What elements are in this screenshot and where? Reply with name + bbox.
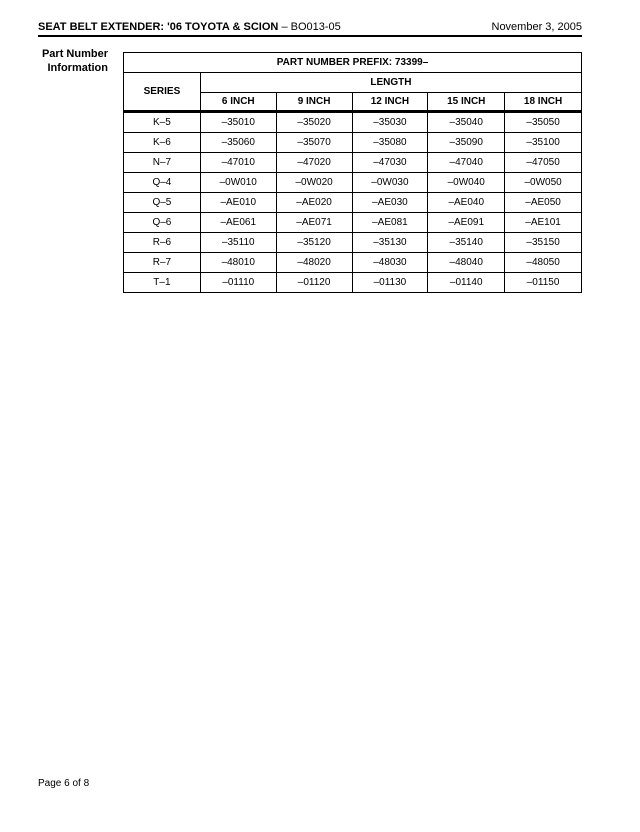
length-column-header: 18 INCH	[505, 93, 582, 112]
part-number-cell: –47050	[505, 153, 582, 173]
part-number-cell: –AE030	[352, 193, 428, 213]
part-number-cell: –01120	[276, 273, 352, 293]
part-number-cell: –35120	[276, 233, 352, 253]
series-cell: T–1	[124, 273, 201, 293]
header-title	[38, 20, 341, 34]
length-column-header: 6 INCH	[200, 93, 276, 112]
part-number-cell: –01110	[200, 273, 276, 293]
length-column-header: 12 INCH	[352, 93, 428, 112]
table-row	[124, 153, 582, 173]
prefix-header: PART NUMBER PREFIX: 73399–	[124, 53, 582, 73]
length-header: LENGTH	[200, 73, 581, 93]
part-number-cell: –35070	[276, 133, 352, 153]
part-number-cell: –35150	[505, 233, 582, 253]
part-number-cell: –0W030	[352, 173, 428, 193]
series-cell: K–5	[124, 112, 201, 133]
section-label-line1: Part Number	[41, 48, 108, 60]
part-number-cell: –47020	[276, 153, 352, 173]
part-number-cell: –AE050	[505, 193, 582, 213]
part-number-cell: –35080	[352, 133, 428, 153]
part-number-cell: –47030	[352, 153, 428, 173]
part-number-cell: –35060	[200, 133, 276, 153]
part-number-cell: –AE071	[276, 213, 352, 233]
part-number-cell: –35040	[428, 112, 505, 133]
page-footer: Page 6 of 8	[38, 778, 90, 789]
part-number-cell: –35050	[505, 112, 582, 133]
part-number-cell: –01140	[428, 273, 505, 293]
part-number-cell: –48010	[200, 253, 276, 273]
part-number-cell: –0W020	[276, 173, 352, 193]
header-separator: –	[281, 21, 288, 33]
part-number-cell: –AE040	[428, 193, 505, 213]
header-date: November 3, 2005	[491, 21, 582, 33]
part-number-cell: –35100	[505, 133, 582, 153]
part-number-cell: –0W050	[505, 173, 582, 193]
series-header: SERIES	[124, 73, 201, 112]
series-cell: R–6	[124, 233, 201, 253]
part-number-cell: –0W040	[428, 173, 505, 193]
part-number-cell: –AE020	[276, 193, 352, 213]
table-row	[124, 233, 582, 253]
part-number-cell: –AE091	[428, 213, 505, 233]
section-label-line2: Information	[47, 62, 108, 74]
part-number-cell: –35140	[428, 233, 505, 253]
table-row	[124, 112, 582, 133]
part-number-cell: –35130	[352, 233, 428, 253]
part-number-cell: –35030	[352, 112, 428, 133]
table-row	[124, 133, 582, 153]
length-column-header: 9 INCH	[276, 93, 352, 112]
part-number-cell: –35010	[200, 112, 276, 133]
part-number-cell: –48020	[276, 253, 352, 273]
part-number-cell: –01130	[352, 273, 428, 293]
part-number-cell: –35110	[200, 233, 276, 253]
table-row	[124, 253, 582, 273]
part-number-cell: –AE101	[505, 213, 582, 233]
series-cell: Q–5	[124, 193, 201, 213]
section-label	[38, 47, 108, 75]
header-title-bold: SEAT BELT EXTENDER: '06 TOYOTA & SCION	[38, 21, 279, 33]
length-column-header: 15 INCH	[428, 93, 505, 112]
series-cell: Q–6	[124, 213, 201, 233]
part-number-cell: –0W010	[200, 173, 276, 193]
table-row	[124, 213, 582, 233]
part-number-cell: –35090	[428, 133, 505, 153]
table-row	[124, 173, 582, 193]
part-number-cell: –AE010	[200, 193, 276, 213]
series-cell: N–7	[124, 153, 201, 173]
part-number-cell: –35020	[276, 112, 352, 133]
series-cell: R–7	[124, 253, 201, 273]
header-rule	[38, 35, 582, 37]
part-number-cell: –48050	[505, 253, 582, 273]
series-cell: K–6	[124, 133, 201, 153]
part-number-cell: –48030	[352, 253, 428, 273]
part-number-cell: –47040	[428, 153, 505, 173]
part-number-table	[123, 52, 582, 293]
part-number-cell: –AE081	[352, 213, 428, 233]
series-cell: Q–4	[124, 173, 201, 193]
part-number-cell: –48040	[428, 253, 505, 273]
table-row	[124, 273, 582, 293]
header-doc-code: BO013-05	[290, 21, 341, 33]
part-number-cell: –01150	[505, 273, 582, 293]
table-row	[124, 193, 582, 213]
part-number-cell: –AE061	[200, 213, 276, 233]
part-number-cell: –47010	[200, 153, 276, 173]
